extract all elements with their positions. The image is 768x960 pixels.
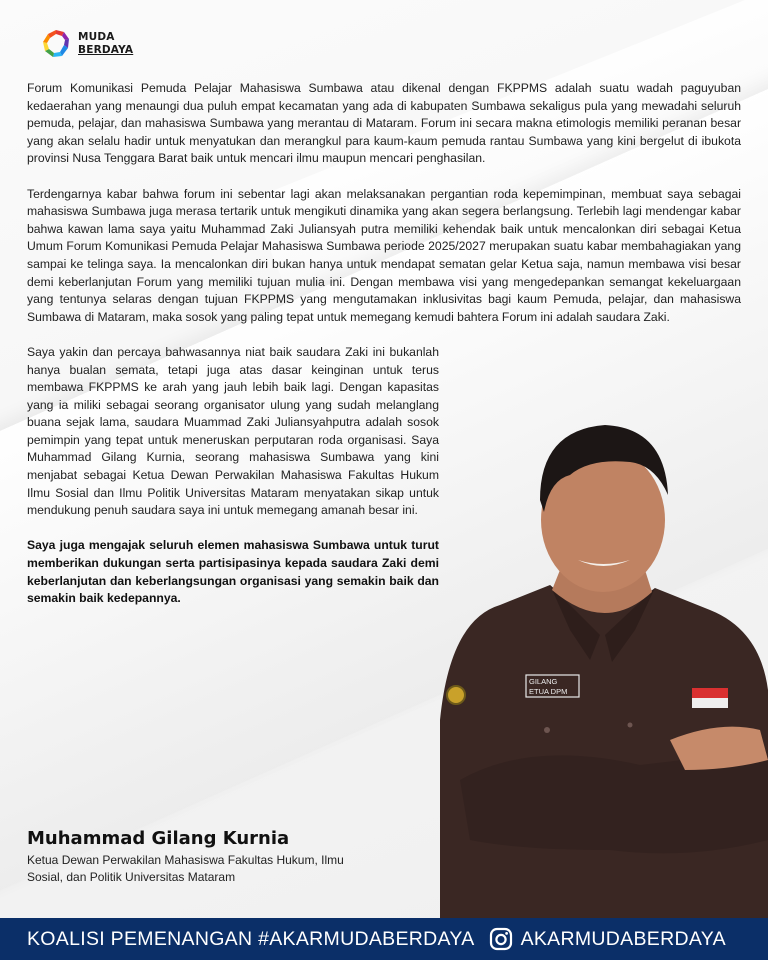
instagram-icon[interactable] <box>489 927 513 951</box>
signature-role: Ketua Dewan Perwakilan Mahasiswa Fakultas Hukum, Ilmu Sosial, dan Politik Universitas Mataram <box>27 853 344 884</box>
name-tag-line1: GILANG <box>529 677 558 686</box>
logo-icon <box>38 26 74 62</box>
footer-slogan: KOALISI PEMENANGAN #AKARMUDABERDAYA <box>27 927 475 950</box>
logo <box>38 26 133 62</box>
portrait-photo <box>440 420 768 918</box>
instagram-handle[interactable]: AKARMUDABERDAYA <box>520 927 726 950</box>
flag-icon <box>692 688 728 698</box>
paragraph: Terdengarnya kabar bahwa forum ini sebentar lagi akan melaksanakan pergantian roda kepemimpinan, membuat saya sebagai mahasiswa Sumbawa juga merasa tertarik untuk mengikuti dinamika yang akan segera berlangsung. Terlebih lagi mendengar kabar bahwa kawan lama saya yaitu Muhammad Zaki Juliansyah putra memiliki kehendak baik untuk mencalonkan diri sebagai Ketua Umum Forum Komunikasi Pemuda Pelajar Mahasiswa Sumbawa periode 2025/2027 merupakan suatu kabar membahagiakan yang sampai ke telinga saya. Ia mencalonkan diri bukan hanya untuk mendapat sematan gelar Ketua saja, namun membawa visi besar demi keberlanjutan Forum yang memiliki tujuan mulia ini. Dengan membawa visi yang mengedepankan semangat kekeluargaan yang tentunya selaras dengan tujuan FKPPMS yang mengutamakan inklusivitas bagi kaum Pemuda, pelajar, dan mahasiswa Sumbawa di Mataram, maka sosok yang paling tepat untuk memegang kemudi bahtera Forum ini adalah saudara Zaki. <box>27 186 741 324</box>
logo-text-line2: BERDAYA <box>78 44 134 56</box>
paragraph: Saya yakin dan percaya bahwasannya niat baik saudara Zaki ini bukanlah hanya bualan semata, tetapi juga atas dasar keinginan untuk terus membawa FKPPMS ke arah yang jauh lebih baik lagi. Dengan kapasitas yang ia miliki sebagai seorang organisator ulung yang sudah melanglang buana sejak lama, saudara Muammad Zaki Juliansyahputra adalah sosok pemimpin yang tepat untuk meneruskan perputaran roda organisasi. Saya Muhammad Gilang Kurnia, seorang mahasiswa Sumbawa yang kini menjabat sebagai Ketua Dewan Perwakilan Mahasiswa Fakultas Hukum Ilmu Sosial dan Ilmu Politik Universitas Mataram menyatakan sikap untuk mendukung penuh saudara saya ini untuk memegang amanah besar ini. <box>27 344 439 518</box>
shoulder-badge-icon <box>447 686 465 704</box>
name-tag-line2: ETUA DPM <box>529 687 568 696</box>
signature-name: Muhammad Gilang Kurnia <box>27 828 290 849</box>
footer-bar <box>0 918 768 960</box>
paragraph-bold: Saya juga mengajak seluruh elemen mahasiswa Sumbawa untuk turut memberikan dukungan serta partisipasinya kepada saudara Zaki demi keberlanjutan dan keberlangsungan organisasi yang semakin baik dan semakin baik kedepannya. <box>27 538 439 606</box>
paragraph: Forum Komunikasi Pemuda Pelajar Mahasiswa Sumbawa atau dikenal dengan FKPPMS adalah suatu wadah paguyuban kedaerahan yang menaungi dua puluh empat kecamatan yang ada di kabupaten Sumbawa sekaligus pula yang mewadahi seluruh pemuda, pelajar, dan mahasiswa Sumbawa yang merantau di Mataram. Forum ini secara makna etimologis memiliki peranan besar yang akan selalu hadir untuk menyatukan dan merangkul para kaum-kaum pemuda rantau Sumbawa yang kini bergelut di ibukota provinsi Nusa Tenggara Barat baik untuk mencari ilmu maupun mencari penghasilan. <box>27 81 741 166</box>
logo-text-line1: MUDA <box>78 31 115 43</box>
